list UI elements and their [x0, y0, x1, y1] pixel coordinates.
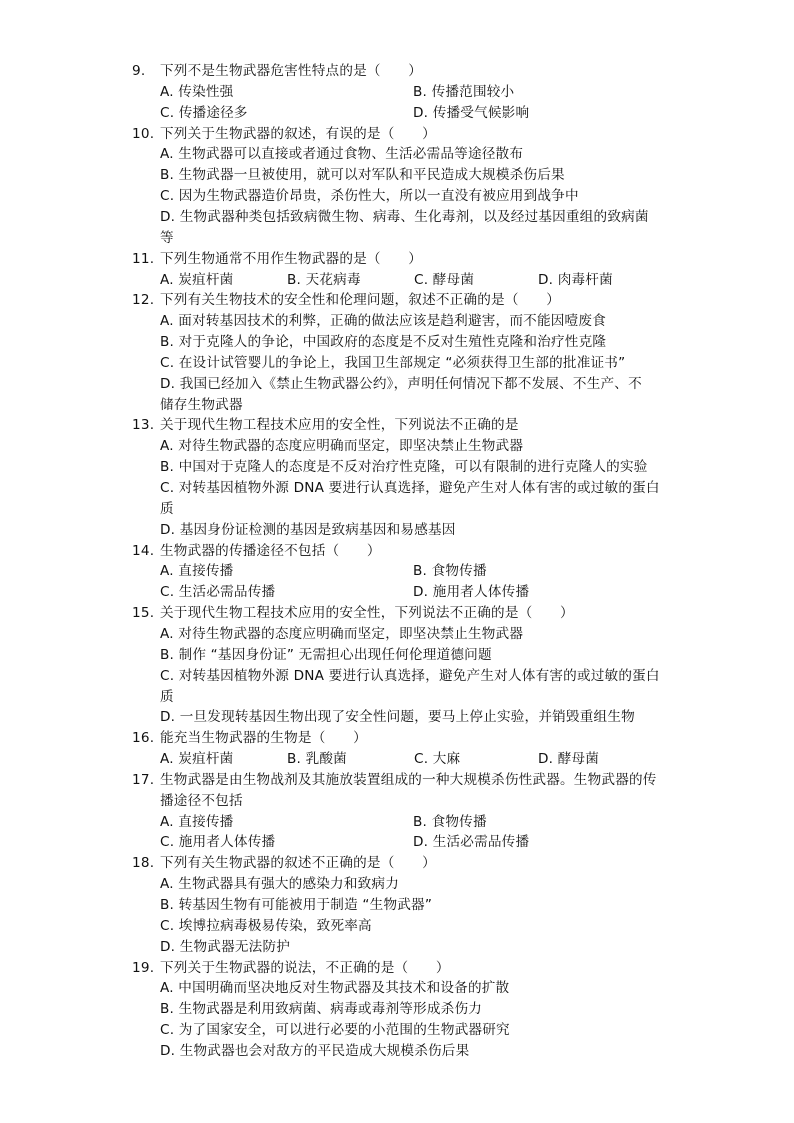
answer-option: C. 在设计试管婴儿的争论上，我国卫生部规定 “必须获得卫生部的批准证书”: [160, 355, 626, 371]
question-stem: 关于现代生物工程技术应用的安全性，下列说法不正确的是: [160, 417, 519, 433]
answer-option: A. 对待生物武器的态度应明确而坚定，即坚决禁止生物武器: [160, 438, 524, 454]
question-stem: 能充当生物武器的生物是（ ）: [160, 730, 367, 746]
answer-option: A. 直接传播: [160, 563, 234, 579]
question-number: 16.: [132, 730, 155, 746]
answer-option: 储存生物武器: [160, 397, 243, 413]
question-number: 17.: [132, 772, 155, 788]
question-number: 14.: [132, 543, 155, 559]
answer-option: D. 生活必需品传播: [413, 834, 530, 850]
answer-option: C. 为了国家安全，可以进行必要的小范围的生物武器研究: [160, 1022, 510, 1038]
answer-option: A. 中国明确而坚决地反对生物武器及其技术和设备的扩散: [160, 980, 510, 996]
answer-option: B. 制作 “基因身份证” 无需担心出现任何伦理道德问题: [160, 647, 492, 663]
answer-option: D. 施用者人体传播: [413, 584, 530, 600]
answer-option: B. 食物传播: [413, 563, 487, 579]
answer-option: B. 传播范围较小: [413, 84, 515, 100]
question-number: 13.: [132, 417, 155, 433]
answer-option: A. 直接传播: [160, 814, 234, 830]
answer-option: C. 大麻: [414, 751, 461, 767]
question-stem: 播途径不包括: [160, 793, 243, 809]
answer-option: C. 酵母菌: [414, 272, 475, 288]
answer-option: D. 酵母菌: [538, 751, 600, 767]
answer-option: A. 炭疽杆菌: [160, 751, 234, 767]
answer-option: B. 生物武器是利用致病菌、病毒或毒剂等形成杀伤力: [160, 1001, 483, 1017]
question-stem: 下列有关生物技术的安全性和伦理问题，叙述不正确的是（ ）: [160, 292, 561, 308]
question-number: 19.: [132, 960, 155, 976]
question-stem: 下列有关生物武器的叙述不正确的是（ ）: [160, 855, 436, 871]
question-number: 15.: [132, 605, 155, 621]
answer-option: C. 埃博拉病毒极易传染，致死率高: [160, 918, 372, 934]
answer-option: B. 生物武器一旦被使用，就可以对军队和平民造成大规模杀伤后果: [160, 167, 565, 183]
question-stem: 下列关于生物武器的说法，不正确的是（ ）: [160, 960, 450, 976]
question-number: 18.: [132, 855, 155, 871]
answer-option: B. 中国对于克隆人的态度是不反对治疗性克隆，可以有限制的进行克隆人的实验: [160, 459, 648, 475]
answer-option: C. 对转基因植物外源 DNA 要进行认真选择，避免产生对人体有害的或过敏的蛋白: [160, 668, 660, 684]
answer-option: A. 生物武器可以直接或者通过食物、生活必需品等途径散布: [160, 146, 524, 162]
answer-option: D. 基因身份证检测的基因是致病基因和易感基因: [160, 522, 456, 538]
answer-option: A. 传染性强: [160, 84, 234, 100]
question-stem: 下列关于生物武器的叙述，有误的是（ ）: [160, 126, 436, 142]
answer-option: A. 生物武器具有强大的感染力和致病力: [160, 876, 400, 892]
question-stem: 生物武器的传播途径不包括（ ）: [160, 543, 381, 559]
question-number: 10.: [132, 126, 155, 142]
answer-option: D. 一旦发现转基因生物出现了安全性问题，要马上停止实验，并销毁重组生物: [160, 709, 635, 725]
answer-option: C. 生活必需品传播: [160, 584, 276, 600]
answer-option: D. 生物武器无法防护: [160, 939, 291, 955]
answer-option: C. 对转基因植物外源 DNA 要进行认真选择，避免产生对人体有害的或过敏的蛋白: [160, 480, 660, 496]
answer-option: 质: [160, 501, 174, 517]
answer-option: A. 对待生物武器的态度应明确而坚定，即坚决禁止生物武器: [160, 626, 524, 642]
answer-option: D. 生物武器也会对敌方的平民造成大规模杀伤后果: [160, 1043, 470, 1059]
answer-option: B. 乳酸菌: [287, 751, 347, 767]
answer-option: A. 炭疽杆菌: [160, 272, 234, 288]
answer-option: C. 施用者人体传播: [160, 834, 276, 850]
answer-option: C. 因为生物武器造价昂贵，杀伤性大，所以一直没有被应用到战争中: [160, 188, 579, 204]
answer-option: D. 生物武器种类包括致病微生物、病毒、生化毒剂，以及经过基因重组的致病菌: [160, 209, 649, 225]
question-number: 11.: [132, 251, 155, 267]
answer-option: D. 传播受气候影响: [413, 105, 530, 121]
answer-option: D. 我国已经加入《禁止生物武器公约》，声明任何情况下都不发展、不生产、不: [160, 376, 642, 392]
answer-option: B. 转基因生物有可能被用于制造 “生物武器”: [160, 897, 433, 913]
question-stem: 关于现代生物工程技术应用的安全性，下列说法不正确的是（ ）: [160, 605, 574, 621]
answer-option: D. 肉毒杆菌: [538, 272, 613, 288]
answer-option: A. 面对转基因技术的利弊，正确的做法应该是趋利避害，而不能因噎废食: [160, 313, 606, 329]
answer-option: B. 天花病毒: [287, 272, 361, 288]
answer-option: B. 对于克隆人的争论，中国政府的态度是不反对生殖性克隆和治疗性克隆: [160, 334, 607, 350]
answer-option: 等: [160, 230, 174, 246]
question-number: 9.: [132, 63, 146, 79]
question-stem: 生物武器是由生物战剂及其施放装置组成的一种大规模杀伤性武器。生物武器的传: [160, 772, 657, 788]
question-number: 12.: [132, 292, 155, 308]
question-stem: 下列生物通常不用作生物武器的是（ ）: [160, 251, 423, 267]
answer-option: C. 传播途径多: [160, 105, 248, 121]
answer-option: 质: [160, 689, 174, 705]
answer-option: B. 食物传播: [413, 814, 487, 830]
question-stem: 下列不是生物武器危害性特点的是（ ）: [160, 63, 423, 79]
